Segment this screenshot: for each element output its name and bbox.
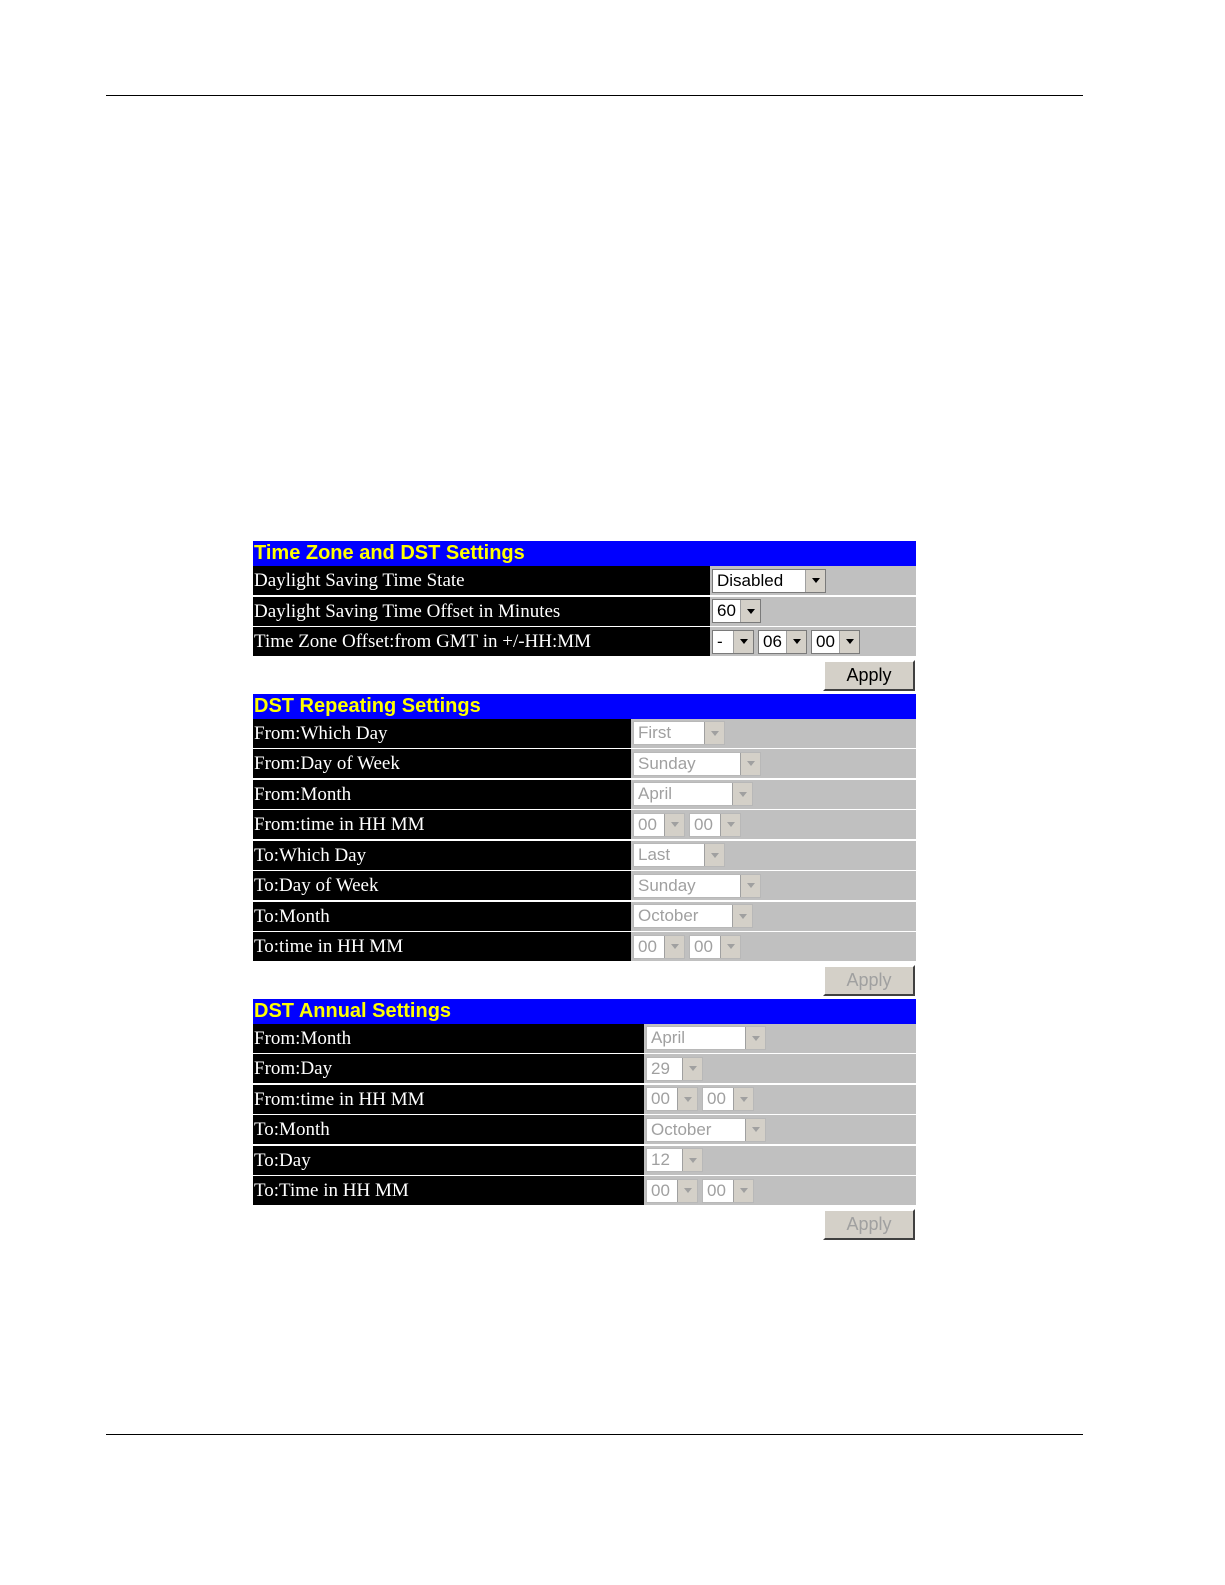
chevron-down-icon[interactable] bbox=[677, 1180, 697, 1202]
label-from-which-day: From:Which Day bbox=[253, 719, 631, 748]
chevron-down-icon[interactable] bbox=[720, 814, 740, 836]
row-from-month bbox=[253, 780, 916, 809]
page-bottom-rule bbox=[106, 1434, 1083, 1435]
label-to-time: To:time in HH MM bbox=[253, 932, 631, 961]
control-cell bbox=[710, 597, 916, 626]
chevron-down-icon[interactable] bbox=[704, 722, 724, 744]
to-day-of-week-select[interactable] bbox=[633, 874, 761, 898]
label-annual-from-day: From:Day bbox=[253, 1054, 644, 1083]
control-cell bbox=[631, 810, 916, 839]
row-to-which-day bbox=[253, 841, 916, 870]
chevron-down-icon[interactable] bbox=[740, 753, 760, 775]
control-cell bbox=[631, 749, 916, 778]
select-value: 12 bbox=[651, 1150, 670, 1169]
from-month-select[interactable] bbox=[633, 782, 753, 806]
label-annual-to-time: To:Time in HH MM bbox=[253, 1176, 644, 1205]
apply-row bbox=[253, 658, 916, 694]
label-from-day-of-week: From:Day of Week bbox=[253, 749, 631, 778]
from-hour-select[interactable] bbox=[633, 813, 685, 837]
label-annual-to-day: To:Day bbox=[253, 1146, 644, 1175]
annual-from-hour-select[interactable] bbox=[646, 1087, 698, 1111]
section-header-dst-annual: DST Annual Settings bbox=[253, 999, 916, 1024]
label-from-month: From:Month bbox=[253, 780, 631, 809]
row-from-day-of-week bbox=[253, 749, 916, 778]
section-header-time-zone: Time Zone and DST Settings bbox=[253, 541, 916, 566]
control-cell bbox=[644, 1146, 916, 1175]
dst-state-select[interactable] bbox=[712, 569, 826, 593]
annual-apply-button[interactable]: Apply bbox=[823, 1209, 915, 1240]
row-annual-to-month bbox=[253, 1115, 916, 1144]
apply-row bbox=[253, 1207, 916, 1243]
select-value: 00 bbox=[694, 936, 713, 956]
row-to-month bbox=[253, 902, 916, 931]
label-dst-offset: Daylight Saving Time Offset in Minutes bbox=[253, 597, 710, 626]
annual-from-day-select[interactable] bbox=[646, 1057, 703, 1081]
control-cell bbox=[631, 902, 916, 931]
control-cell bbox=[644, 1024, 916, 1053]
control-cell bbox=[644, 1054, 916, 1083]
to-month-select[interactable] bbox=[633, 904, 753, 928]
chevron-down-icon[interactable] bbox=[740, 875, 760, 897]
apply-row bbox=[253, 963, 916, 999]
label-tz-offset: Time Zone Offset:from GMT in +/-HH:MM bbox=[253, 627, 710, 656]
page-top-rule bbox=[106, 95, 1083, 96]
select-value: Sunday bbox=[638, 875, 696, 895]
row-dst-offset bbox=[253, 597, 916, 626]
label-annual-from-time: From:time in HH MM bbox=[253, 1085, 644, 1114]
to-which-day-select[interactable] bbox=[633, 843, 725, 867]
label-annual-to-month: To:Month bbox=[253, 1115, 644, 1144]
select-value: 00 bbox=[638, 814, 657, 834]
select-value: 00 bbox=[707, 1180, 726, 1200]
from-minute-select[interactable] bbox=[689, 813, 741, 837]
row-to-day-of-week bbox=[253, 871, 916, 900]
select-value: April bbox=[638, 784, 673, 803]
chevron-down-icon[interactable] bbox=[733, 1088, 753, 1110]
annual-to-hour-select[interactable] bbox=[646, 1179, 698, 1203]
label-to-month: To:Month bbox=[253, 902, 631, 931]
row-tz-offset bbox=[253, 627, 916, 656]
select-value: 00 bbox=[651, 1180, 670, 1200]
chevron-down-icon[interactable] bbox=[704, 844, 724, 866]
control-cell bbox=[631, 780, 916, 809]
select-value: Disabled bbox=[717, 570, 784, 590]
chevron-down-icon[interactable] bbox=[664, 814, 684, 836]
chevron-down-icon[interactable] bbox=[786, 631, 806, 653]
chevron-down-icon[interactable] bbox=[720, 936, 740, 958]
to-minute-select[interactable] bbox=[689, 935, 741, 959]
row-annual-from-time bbox=[253, 1085, 916, 1114]
chevron-down-icon[interactable] bbox=[733, 631, 753, 653]
row-to-time bbox=[253, 932, 916, 961]
label-from-time: From:time in HH MM bbox=[253, 810, 631, 839]
chevron-down-icon[interactable] bbox=[732, 783, 752, 805]
select-value: 29 bbox=[651, 1058, 670, 1078]
dst-settings-panel bbox=[253, 541, 916, 1243]
select-value: 00 bbox=[694, 814, 713, 834]
row-from-time bbox=[253, 810, 916, 839]
control-cell bbox=[644, 1176, 916, 1205]
select-value: 06 bbox=[763, 631, 782, 651]
annual-from-month-select[interactable] bbox=[646, 1026, 766, 1050]
control-cell bbox=[631, 841, 916, 870]
select-value: 00 bbox=[651, 1089, 670, 1108]
tz-hour-select[interactable] bbox=[758, 630, 807, 654]
row-from-which-day bbox=[253, 719, 916, 748]
chevron-down-icon[interactable] bbox=[733, 1180, 753, 1202]
select-value: 00 bbox=[638, 936, 657, 956]
label-to-which-day: To:Which Day bbox=[253, 841, 631, 870]
chevron-down-icon[interactable] bbox=[682, 1149, 702, 1171]
control-cell bbox=[644, 1115, 916, 1144]
select-value: 00 bbox=[707, 1089, 726, 1108]
annual-to-day-select[interactable] bbox=[646, 1148, 703, 1172]
to-hour-select[interactable] bbox=[633, 935, 685, 959]
select-value: Sunday bbox=[638, 753, 696, 773]
row-annual-to-time bbox=[253, 1176, 916, 1205]
chevron-down-icon[interactable] bbox=[664, 936, 684, 958]
tz-minute-select[interactable] bbox=[811, 630, 860, 654]
chevron-down-icon[interactable] bbox=[805, 570, 825, 592]
chevron-down-icon[interactable] bbox=[839, 631, 859, 653]
annual-to-month-select[interactable] bbox=[646, 1118, 766, 1142]
tz-sign-select[interactable] bbox=[712, 630, 754, 654]
chevron-down-icon[interactable] bbox=[677, 1088, 697, 1110]
select-value: First bbox=[638, 723, 672, 742]
control-cell bbox=[631, 932, 916, 961]
select-value: October bbox=[638, 906, 699, 925]
control-cell bbox=[631, 719, 916, 748]
row-annual-to-day bbox=[253, 1146, 916, 1175]
row-annual-from-month bbox=[253, 1024, 916, 1053]
label-dst-state: Daylight Saving Time State bbox=[253, 566, 710, 595]
control-cell bbox=[631, 871, 916, 900]
chevron-down-icon[interactable] bbox=[732, 905, 752, 927]
chevron-down-icon[interactable] bbox=[682, 1058, 702, 1080]
select-value: 00 bbox=[816, 631, 835, 651]
annual-from-minute-select[interactable] bbox=[702, 1087, 754, 1111]
row-dst-state bbox=[253, 566, 916, 595]
from-which-day-select[interactable] bbox=[633, 721, 725, 745]
chevron-down-icon[interactable] bbox=[745, 1119, 765, 1141]
dst-offset-select[interactable] bbox=[712, 599, 761, 623]
select-value: - bbox=[717, 631, 723, 651]
chevron-down-icon[interactable] bbox=[745, 1027, 765, 1049]
row-annual-from-day bbox=[253, 1054, 916, 1083]
label-annual-from-month: From:Month bbox=[253, 1024, 644, 1053]
select-value: 60 bbox=[717, 601, 736, 620]
annual-to-minute-select[interactable] bbox=[702, 1179, 754, 1203]
section-header-dst-repeating: DST Repeating Settings bbox=[253, 694, 916, 719]
control-cell bbox=[710, 627, 916, 656]
control-cell bbox=[710, 566, 916, 595]
repeating-apply-button[interactable]: Apply bbox=[823, 965, 915, 996]
select-value: October bbox=[651, 1119, 712, 1139]
tz-apply-button[interactable]: Apply bbox=[823, 660, 915, 691]
label-to-day-of-week: To:Day of Week bbox=[253, 871, 631, 900]
select-value: Last bbox=[638, 845, 671, 864]
control-cell bbox=[644, 1085, 916, 1114]
select-value: April bbox=[651, 1028, 686, 1047]
from-day-of-week-select[interactable] bbox=[633, 752, 761, 776]
chevron-down-icon[interactable] bbox=[740, 600, 760, 622]
